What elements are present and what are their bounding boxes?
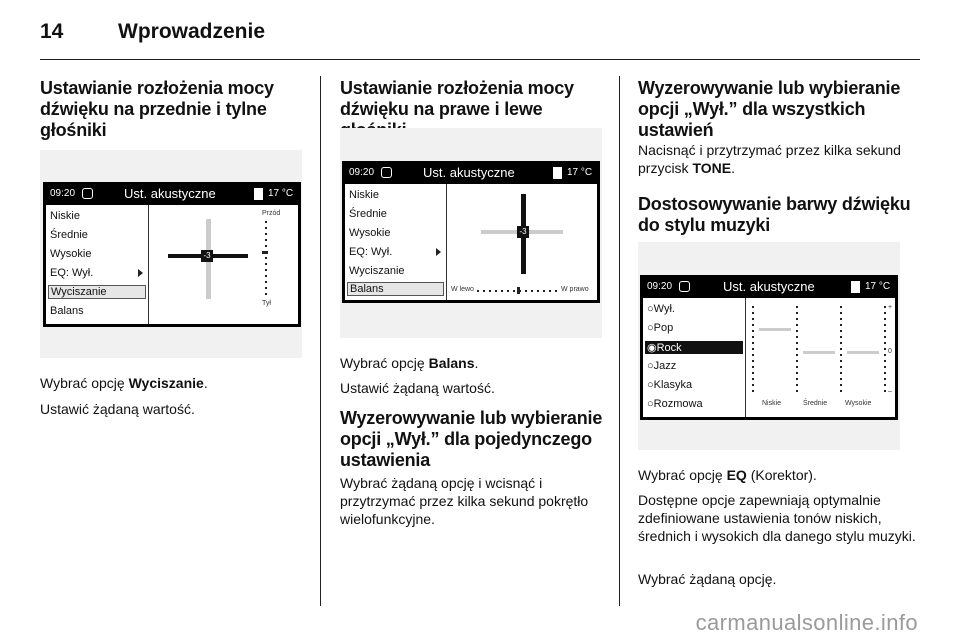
menu-item-fader[interactable]: Wyciszanie (349, 265, 405, 277)
instruction-select-option: Wybrać żądaną opcję. (638, 571, 777, 587)
instruction-set-value: Ustawić żądaną wartość. (340, 380, 495, 396)
menu-item-fader[interactable]: Wyciszanie (48, 285, 146, 299)
status-bar (641, 276, 897, 298)
fader-indicator (262, 251, 268, 254)
sound-menu (46, 205, 149, 324)
menu-item-bass[interactable]: Niskie (50, 210, 80, 222)
status-bar (343, 162, 599, 184)
scale-zero: 0 (888, 348, 892, 355)
eq-option-rock[interactable]: ◉Rock (645, 341, 743, 354)
display-screen (43, 182, 301, 327)
chevron-right-icon (138, 269, 143, 277)
heading-reset-single: Wyzerowywanie lub wybieranie opcji „Wył.” dla pojedynczego ustawienia (340, 408, 603, 470)
illustration-fader (40, 150, 302, 358)
instruction-select-balance: Wybrać opcję Balans. (340, 355, 479, 371)
display-screen (342, 161, 600, 303)
menu-item-bass[interactable]: Niskie (349, 189, 379, 201)
eq-band-treble-level (847, 351, 879, 354)
screen-body (345, 184, 597, 300)
fader-scale (265, 221, 267, 297)
eq-description: Dostępne opcje zapewniają optymalnie zdefiniowane ustawienia tonów niskich, średnich i wysokich dla danego stylu muzyki. (638, 492, 916, 544)
illustration-eq (638, 242, 900, 450)
eq-option-off[interactable]: ○Wył. (647, 303, 675, 315)
column-divider (619, 76, 620, 606)
instruction-reset-single: Wybrać żądaną opcję i wcisnąć i przytrzymać przez kilka sekund pokrętło wielofunkcyjne. (340, 475, 589, 527)
menu-item-treble[interactable]: Wysokie (349, 227, 391, 239)
menu-item-balance[interactable]: Balans (347, 282, 444, 296)
column-divider (320, 76, 321, 606)
clock-icon (82, 188, 93, 199)
chevron-right-icon (436, 248, 441, 256)
band-label-middle: Średnie (803, 400, 828, 407)
temperature: 17 °C (268, 188, 294, 199)
scale-plus: + (888, 304, 893, 311)
clock-time: 09:20 (50, 188, 76, 199)
clock-time: 09:20 (647, 281, 673, 292)
screen-title: Ust. akustyczne (723, 279, 815, 294)
right-label: W prawo (561, 286, 589, 293)
heading-left-right: Ustawianie rozłożenia mocy dźwięku na prawe i lewe (340, 78, 574, 119)
clock-icon (381, 167, 392, 178)
status-bar (44, 183, 300, 205)
page-number: 14 (40, 20, 64, 43)
eq-band-middle-level (803, 351, 835, 354)
sound-menu (345, 184, 447, 300)
menu-item-eq[interactable]: EQ: Wył. (349, 246, 393, 258)
column-3 (638, 78, 920, 177)
watermark: carmanualsonline.info (695, 610, 918, 635)
screen-body (46, 205, 298, 324)
instruction-set-value: Ustawić żądaną wartość. (40, 401, 195, 417)
menu-item-treble[interactable]: Wysokie (50, 248, 92, 260)
menu-item-middle[interactable]: Średnie (349, 208, 387, 220)
eq-scale-left (752, 306, 754, 392)
balance-indicator (517, 287, 520, 294)
front-label: Przód (262, 210, 281, 217)
heading-eq: Dostosowywanie barwy dźwięku do stylu muzyki (638, 194, 911, 235)
band-label-bass: Niskie (762, 400, 782, 407)
page-header (40, 16, 920, 60)
thermometer-icon (553, 167, 562, 179)
temperature: 17 °C (567, 167, 593, 178)
eq-option-jazz[interactable]: ○Jazz (647, 360, 677, 372)
heading-reset-all: Wyzerowywanie lub wybieranie opcji „Wył.” dla wszystkich ustawień (638, 78, 901, 140)
screen-title: Ust. akustyczne (423, 165, 515, 180)
screen-title: Ust. akustyczne (124, 186, 216, 201)
clock-icon (679, 281, 690, 292)
instruction-select-eq: Wybrać opcję EQ (Korektor). (638, 467, 817, 483)
left-label: W lewo (451, 286, 474, 293)
section-title: Wprowadzenie (118, 20, 266, 43)
position-marker: -3 (201, 250, 213, 262)
heading-front-rear: Ustawianie rozłożenia mocy dźwięku na przednie i tylne głośniki (40, 78, 274, 140)
instruction-select-fader: Wybrać opcję Wyciszanie. (40, 375, 208, 391)
menu-item-eq[interactable]: EQ: Wył. (50, 267, 94, 279)
column-1 (40, 78, 312, 141)
thermometer-icon (254, 188, 263, 200)
display-screen (640, 275, 898, 420)
menu-item-middle[interactable]: Średnie (50, 229, 88, 241)
eq-scale (796, 306, 798, 392)
rear-label: Tył (262, 300, 271, 307)
menu-item-balance[interactable]: Balans (50, 305, 84, 317)
clock-time: 09:20 (349, 167, 375, 178)
band-label-treble: Wysokie (845, 400, 872, 407)
eq-scale (840, 306, 842, 392)
scale-minus: – (888, 388, 892, 395)
position-marker: -3 (517, 226, 529, 238)
screen-body (643, 298, 895, 417)
instruction-reset-all: Nacisnąć i przytrzymać przez kilka sekund przycisk TONE. (638, 142, 901, 176)
eq-menu (643, 298, 746, 417)
illustration-balance (340, 128, 602, 338)
eq-option-pop[interactable]: ○Pop (647, 322, 674, 334)
eq-scale-right (884, 306, 886, 392)
eq-option-classic[interactable]: ○Klasyka (647, 379, 693, 391)
eq-band-bass-level (759, 328, 791, 331)
eq-option-speech[interactable]: ○Rozmowa (647, 398, 703, 410)
thermometer-icon (851, 281, 860, 293)
temperature: 17 °C (865, 281, 891, 292)
